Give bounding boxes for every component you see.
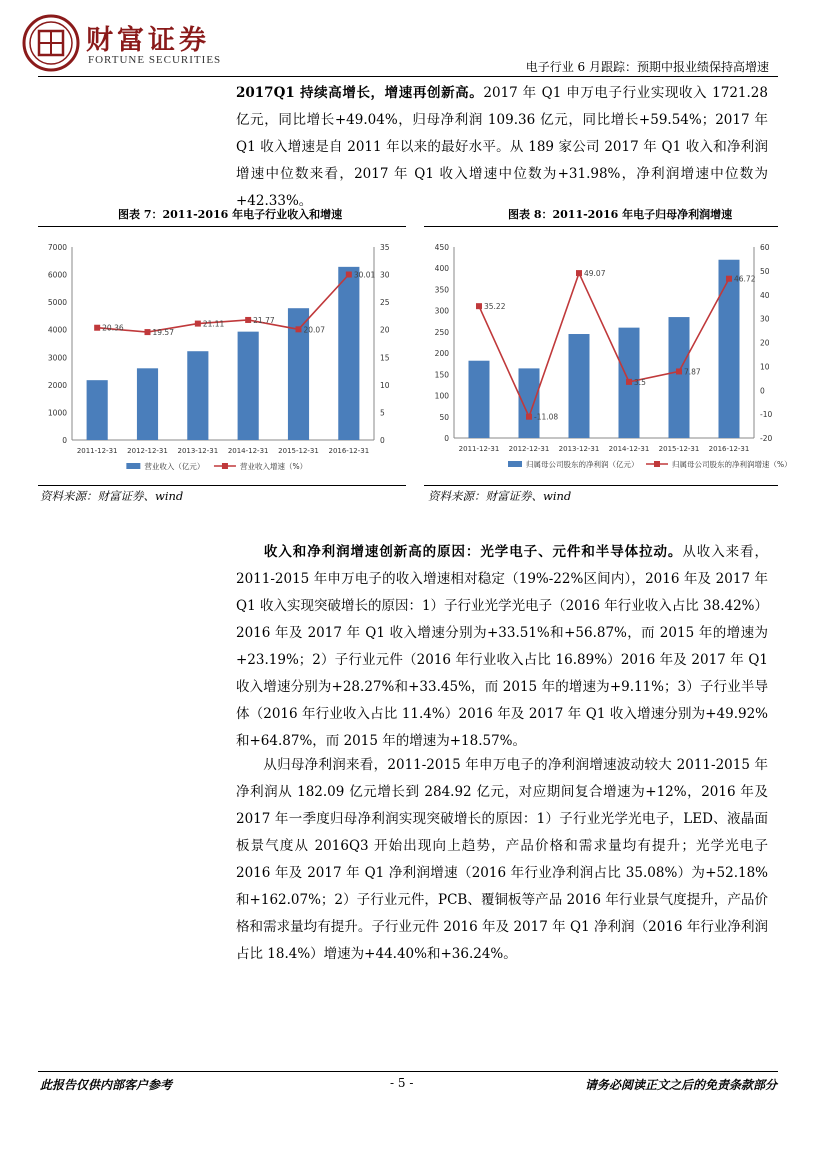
fig7-line-point bbox=[195, 321, 201, 327]
fig7-data-label: 21.11 bbox=[202, 319, 225, 329]
fig7-y-left-tick: 2000 bbox=[47, 380, 67, 390]
footer-divider bbox=[38, 1071, 778, 1072]
fig8-y-right-tick: -10 bbox=[760, 410, 773, 420]
fig8-y-left-tick: 400 bbox=[434, 264, 449, 274]
fig8-y-right-tick: 60 bbox=[760, 243, 770, 252]
fig7-data-label: 20.36 bbox=[102, 323, 124, 333]
fig8-y-left-tick: 250 bbox=[434, 327, 449, 337]
fig7-line-point bbox=[94, 325, 100, 331]
fig8-title: 图表 8：2011-2016 年电子归母净利润增速 bbox=[508, 208, 733, 221]
logo bbox=[22, 14, 222, 74]
logo-seal-icon bbox=[22, 14, 80, 72]
fig8-series-line bbox=[479, 273, 729, 417]
fig8-data-label: 35.22 bbox=[484, 302, 506, 312]
fig7-line-point bbox=[245, 317, 251, 323]
fig8-legend-bar-swatch bbox=[508, 461, 522, 467]
fig8-y-left-tick: 200 bbox=[434, 349, 449, 359]
fig7-bar bbox=[137, 368, 158, 440]
fig7-y-right-tick: 10 bbox=[380, 380, 390, 390]
fig8-y-right-tick: 10 bbox=[760, 362, 770, 372]
fig7-y-left-tick: 7000 bbox=[47, 243, 67, 252]
fig8-y-right-tick: 50 bbox=[760, 266, 770, 276]
fig7-chart bbox=[38, 226, 406, 486]
fig7-bar bbox=[338, 267, 359, 440]
fig7-data-label: 30.01 bbox=[353, 270, 376, 280]
fig8-line-point bbox=[726, 276, 732, 282]
fig7-y-left-tick: 4000 bbox=[47, 325, 67, 335]
logo-en-text: FORTUNE SECURITIES bbox=[88, 54, 222, 66]
fig7-x-tick: 2011-12-31 bbox=[76, 447, 118, 455]
fig7-x-tick: 2013-12-31 bbox=[177, 447, 219, 455]
fig7-line-point bbox=[296, 326, 302, 332]
fig8-data-label: -11.08 bbox=[534, 412, 559, 422]
fig8-source: 资料来源：财富证券、wind bbox=[428, 489, 572, 503]
fig8-line-point bbox=[626, 379, 632, 385]
fig7-legend-line-label: 营业收入增速（%） bbox=[239, 462, 308, 471]
section2-text: 从收入来看，2011-2015 年申万电子的收入增速相对稳定（19%-22%区间内），2016 年及 2017 年 Q1 收入实现突破增长的原因：1）子行业光学光电子（2016 年行业收入占比 38.42%）2016 年及 2017 年 Q1 收入增速分别为+33.51%和+56.87%，而 2015 年的增速为+23.19%；2）子行业元件（2016 年行业收入占比 16.89%）2016 年及 2017 年 Q1 收入增速分别为+28.27%和+33.45%，而 2015 年的增速为+9.11%；3）子行业半导体（2016 年行业收入占比 11.4%）2016 年及 2017 年 Q1 收入增速分别为+49.92%和+64.87%，而 2015 年的增速为+18.57%。 bbox=[236, 544, 769, 749]
fig8-y-left-tick: 0 bbox=[444, 434, 449, 443]
section2-paragraph bbox=[236, 539, 768, 755]
fig7-y-right-tick: 30 bbox=[380, 270, 390, 280]
fig8-y-left-tick: 150 bbox=[434, 370, 449, 380]
fig8-x-tick: 2016-12-31 bbox=[708, 445, 750, 453]
fig7-y-right-tick: 15 bbox=[380, 353, 390, 363]
fig7-y-left-tick: 3000 bbox=[47, 353, 67, 363]
fig8-svg bbox=[424, 227, 792, 485]
fig8-legend-bar-label: 归属母公司股东的净利润（亿元） bbox=[526, 460, 639, 469]
fig8-data-label: 49.07 bbox=[584, 269, 606, 279]
fig7-x-tick: 2012-12-31 bbox=[127, 447, 168, 455]
section2-heading: 收入和净利润增速创新高的原因：光学电子、元件和半导体拉动。 bbox=[263, 544, 683, 560]
fig7-x-tick: 2015-12-31 bbox=[278, 447, 319, 455]
intro-text: 2017 年 Q1 申万电子行业实现收入 1721.28 亿元，同比增长+49.04%，归母净利润 109.36 亿元，同比增长+59.54%；2017 年 Q1 收入增速是自 2011 年以来的最好水平。从 189 家公司 2017 年 Q1 收入和净利润增速中位数来看，2017 年 Q1 收入增速中位数为+31.98%，净利润增速中位数为+42.33%。 bbox=[236, 85, 768, 209]
footer-disclaimer-left: 此报告仅供内部客户参考 bbox=[40, 1078, 173, 1092]
fig8-y-right-tick: 30 bbox=[760, 314, 770, 324]
fig7-y-right-tick: 20 bbox=[380, 325, 390, 335]
fig8-y-left-tick: 100 bbox=[434, 391, 449, 401]
fig8-legend-line-label: 归属母公司股东的净利润增速（%） bbox=[672, 460, 792, 469]
fig7-y-left-tick: 1000 bbox=[47, 408, 67, 418]
header-divider bbox=[38, 76, 778, 77]
fig8-y-right-tick: 20 bbox=[760, 338, 770, 348]
fig7-data-label: 21.77 bbox=[253, 315, 275, 325]
fig8-y-left-tick: 350 bbox=[434, 285, 449, 295]
fig8-data-label: 46.72 bbox=[734, 274, 756, 284]
section3-paragraph bbox=[236, 752, 768, 968]
fig8-bar bbox=[519, 368, 540, 438]
fig8-x-tick: 2011-12-31 bbox=[458, 445, 500, 453]
fig7-y-right-tick: 35 bbox=[380, 243, 390, 252]
footer-disclaimer-right: 请务必阅读正文之后的免责条款部分 bbox=[584, 1078, 777, 1092]
fig7-legend-line-marker bbox=[222, 463, 228, 469]
fig7-data-label: 20.07 bbox=[303, 325, 325, 335]
document-title: 电子行业 6 月跟踪：预期中报业绩保持高增速 bbox=[525, 60, 769, 74]
fig8-line-point bbox=[576, 270, 582, 276]
section3-text: 从归母净利润来看，2011-2015 年申万电子的净利润增速波动较大 2011-2015 年净利润从 182.09 亿元增长到 284.92 亿元，对应期间复合增速为+12%，2016 年及 2017 年一季度归母净利润实现突破增长的原因：1）子行业光学光电子，LED、液晶面板景气度从 2016Q3 开始出现向上趋势，产品价格和需求量均有提升；光学光电子 2016 年及 2017 年 Q1 净利润增速（2016 年行业净利润占比 35.08%）为+52.18%和+162.07%；2）子行业元件，PCB、覆铜板等产品 2016 年行业景气度提升，产品价格和需求量均有提升。子行业元件 2016 年及 2017 年 Q1 净利润（2016 年行业净利润占比 18.4%）增速为+44.40%和+36.24%。 bbox=[236, 757, 768, 962]
fig7-y-right-tick: 0 bbox=[380, 436, 385, 445]
fig7-bar bbox=[187, 351, 208, 440]
intro-paragraph bbox=[236, 80, 768, 215]
fig7-x-tick: 2016-12-31 bbox=[328, 447, 370, 455]
fig8-bar bbox=[669, 317, 690, 438]
fig7-title: 图表 7：2011-2016 年电子行业收入和增速 bbox=[118, 208, 343, 221]
logo-cn-text: 财富证券 bbox=[86, 25, 210, 56]
fig7-y-left-tick: 5000 bbox=[47, 298, 67, 308]
page-number: - 5 - bbox=[390, 1076, 414, 1090]
fig7-legend-bar-label: 营业收入（亿元） bbox=[144, 462, 205, 471]
fig8-y-left-tick: 300 bbox=[434, 306, 449, 316]
fig8-line-point bbox=[476, 303, 482, 309]
fig8-y-left-tick: 50 bbox=[439, 412, 449, 422]
fig7-y-left-tick: 0 bbox=[62, 436, 67, 445]
fig7-x-tick: 2014-12-31 bbox=[227, 447, 269, 455]
fig7-line-point bbox=[346, 272, 352, 278]
fig8-x-tick: 2014-12-31 bbox=[608, 445, 650, 453]
fig8-data-label: 7.87 bbox=[684, 367, 701, 377]
fig8-bar bbox=[569, 334, 590, 438]
fig7-bar bbox=[238, 332, 259, 440]
fig8-data-label: 3.5 bbox=[634, 377, 646, 387]
fig7-y-right-tick: 5 bbox=[380, 408, 385, 418]
fig7-data-label: 19.57 bbox=[152, 328, 174, 338]
fig8-line-point bbox=[676, 368, 682, 374]
fig8-bar bbox=[719, 260, 740, 438]
fig8-y-left-tick: 450 bbox=[434, 243, 449, 252]
fig8-y-right-tick: 40 bbox=[760, 290, 770, 300]
fig7-y-left-tick: 6000 bbox=[47, 270, 67, 280]
fig8-y-right-tick: 0 bbox=[760, 386, 765, 396]
fig7-svg bbox=[38, 227, 406, 485]
fig7-bar bbox=[87, 380, 108, 440]
fig8-legend-line-marker bbox=[654, 461, 660, 467]
fig8-y-right-tick: -20 bbox=[760, 434, 773, 443]
fig8-line-point bbox=[526, 414, 532, 420]
fig8-bar bbox=[469, 361, 490, 438]
fig7-y-right-tick: 25 bbox=[380, 298, 390, 308]
fig8-chart bbox=[424, 226, 792, 486]
fig8-x-tick: 2015-12-31 bbox=[658, 445, 700, 453]
fig8-x-tick: 2012-12-31 bbox=[508, 445, 550, 453]
intro-heading: 2017Q1 持续高增长，增速再创新高。 bbox=[236, 85, 484, 101]
fig8-x-tick: 2013-12-31 bbox=[558, 445, 600, 453]
fig7-source: 资料来源：财富证券、wind bbox=[40, 489, 184, 503]
fig7-legend-bar-swatch bbox=[126, 463, 140, 469]
fig7-line-point bbox=[145, 329, 151, 335]
